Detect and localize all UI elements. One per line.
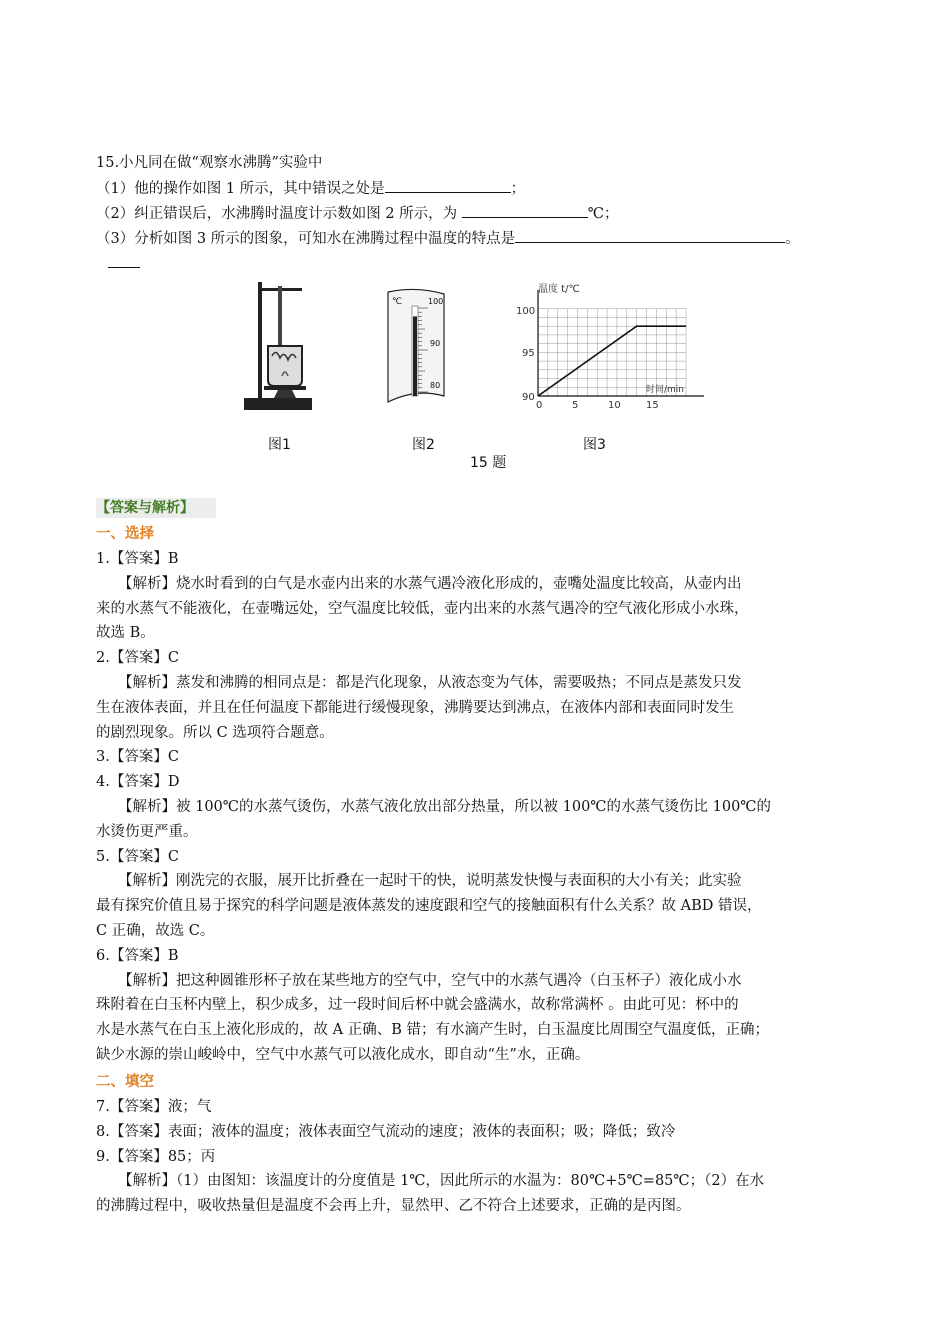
- answer-line: 5.【答案】C: [96, 848, 179, 865]
- answer-banner: 【答案与解析】: [96, 498, 216, 518]
- graph-y-label: 温度 t/℃: [538, 284, 580, 295]
- answer-line: 6.【答案】B: [96, 947, 179, 964]
- answer-line: 的剧烈现象。所以 C 选项符合题意。: [96, 724, 334, 741]
- answer-line: 水烫伤更严重。: [96, 823, 198, 840]
- graph-grid: [538, 309, 686, 396]
- answer-line: 4.【答案】D: [96, 774, 180, 791]
- answer-line: 来的水蒸气不能液化，在壶嘴远处，空气温度比较低，壶内出来的水蒸气遇冷的空气液化形成小水珠，: [96, 600, 749, 617]
- graph-ytick-95: 95: [522, 348, 535, 359]
- figure-3-graph: [508, 280, 708, 412]
- thermometer-tick-100: 100: [428, 297, 444, 306]
- answer-blank-3[interactable]: [515, 228, 785, 243]
- thermometer-unit: ℃: [392, 297, 403, 307]
- answer-line: 水是水蒸气在白玉上液化形成的，故 A 正确、B 错；有水滴产生时，白玉温度比周围空气温度低，正确；: [96, 1022, 769, 1039]
- answer-line: 8.【答案】表面；液体的温度；液体表面空气流动的速度；液体的表面积；吸；降低；致冷: [96, 1123, 676, 1140]
- answer-line: 1.【答案】B: [96, 551, 179, 567]
- answer-line: 【解析】把这种圆锥形杯子放在某些地方的空气中，空气中的水蒸气遇冷（白玉杯子）液化成小水: [118, 972, 742, 989]
- answer-line: 3.【答案】C: [96, 749, 179, 766]
- graph-xtick-15: 15: [646, 400, 659, 411]
- answer-line: 故选 B。: [96, 625, 155, 642]
- figure-2-thermometer: [384, 288, 448, 408]
- graph-xtick-10: 10: [608, 400, 621, 411]
- figure-2-label: 图2: [412, 437, 435, 453]
- answer-line: 的沸腾过程中，吸收热量但是温度不会再上升，显然甲、乙不符合上述要求，正确的是丙图。: [96, 1198, 691, 1215]
- question-part-2: （2）纠正错误后，水沸腾时温度计示数如图 2 所示，为 ℃；: [96, 203, 619, 224]
- answer-line: 珠附着在白玉杯内壁上，积少成多，过一段时间后杯中就会盛满水，故称常满杯 。由此可见：杯中的: [96, 997, 739, 1014]
- answer-line: 【解析】刚洗完的衣服，展开比折叠在一起时干的快，说明蒸发快慢与表面积的大小有关；此实验: [118, 873, 742, 890]
- section-heading-choice: 一、选择: [96, 526, 154, 542]
- answer-line: 【解析】（1）由图知：该温度计的分度值是 1℃，因此所示的水温为：80℃+5℃=85℃；（2）在水: [118, 1173, 765, 1190]
- question-part-1: （1）他的操作如图 1 所示，其中错误之处是 ；: [96, 178, 525, 199]
- question-part-3: （3）分析如图 3 所示的图象，可知水在沸腾过程中温度的特点是 。: [96, 228, 800, 249]
- answer-line: 【解析】蒸发和沸腾的相同点是：都是汽化现象，从液态变为气体，需要吸热；不同点是蒸发只发: [118, 675, 742, 691]
- graph-xtick-0: 0: [536, 400, 543, 411]
- answer-blank-1[interactable]: [385, 178, 511, 193]
- figure-caption: 15 题: [470, 455, 507, 471]
- graph-ytick-90: 90: [522, 392, 535, 403]
- thermometer-mercury-column: [413, 316, 417, 396]
- question-title: 15.小凡同在做“观察水沸腾”实验中: [96, 155, 323, 171]
- graph-axes: [538, 290, 704, 396]
- section-heading-fill: 二、填空: [96, 1074, 154, 1090]
- graph-x-label: 时间/min: [646, 385, 685, 395]
- answer-blank-overflow[interactable]: [108, 253, 140, 274]
- answer-line: 2.【答案】C: [96, 650, 179, 667]
- figure-1-apparatus: [238, 276, 318, 416]
- answer-line: 【解析】被 100℃的水蒸气烫伤，水蒸气液化放出部分热量，所以被 100℃的水蒸气烫伤比 100℃的: [118, 799, 772, 815]
- graph-ytick-100: 100: [516, 306, 536, 317]
- thermometer-tick-80: 80: [430, 381, 441, 390]
- answer-blank-2[interactable]: [462, 203, 588, 218]
- thermometer-tick-90: 90: [430, 339, 441, 348]
- answer-line: 生在液体表面，并且在任何温度下都能进行缓慢现象，沸腾要达到沸点，在液体内部和表面同时发生: [96, 699, 734, 716]
- figure-3-label: 图3: [583, 437, 606, 453]
- answer-line: 9.【答案】85；丙: [96, 1148, 216, 1165]
- answer-line: 最有探究价值且易于探究的科学问题是液体蒸发的速度跟和空气的接触面积有什么关系？故 ABD 错误，: [96, 898, 762, 915]
- answer-line: 【解析】烧水时看到的白气是水壶内出来的水蒸气遇冷液化形成的，壶嘴处温度比较高，从壶内出: [118, 575, 742, 592]
- figure-1-label: 图1: [268, 437, 291, 453]
- answer-line: C 正确，故选 C。: [96, 923, 215, 939]
- answer-line: 缺少水源的崇山峻岭中，空气中水蒸气可以液化成水，即自动“生”水，正确。: [96, 1047, 590, 1063]
- graph-xtick-5: 5: [572, 400, 579, 411]
- answer-line: 7.【答案】液；气: [96, 1099, 212, 1115]
